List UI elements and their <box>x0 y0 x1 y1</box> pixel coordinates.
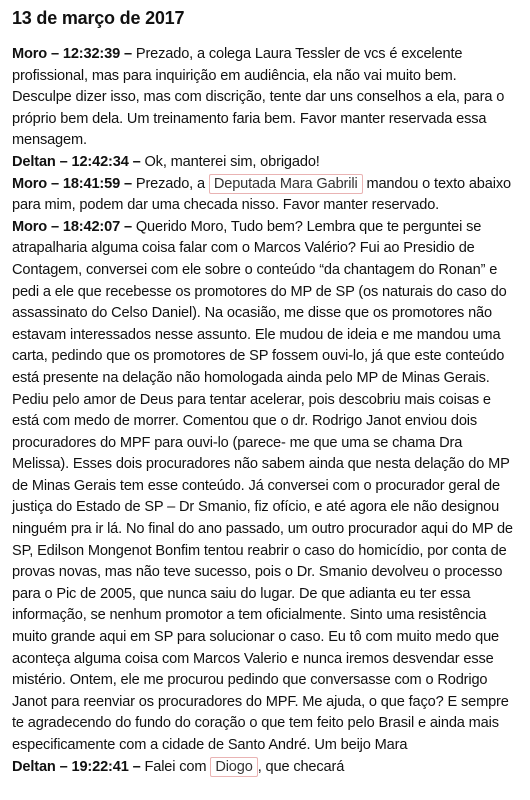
message-speaker: Moro <box>12 175 48 192</box>
message-speaker: Moro <box>12 46 48 62</box>
message-speaker: Deltan <box>12 153 56 170</box>
message: Deltan – 19:22:41 – Falei com Diogo , que checará <box>12 758 345 775</box>
message-time: 12:42:34 <box>71 153 129 170</box>
message: Moro – 12:32:39 – Prezado, a colega Laura Tessler de vcs é excelente profissional, mas para inquirição em audiência, ela não vai muito bem. Desculpe dizer isso, mas com discrição, tente dar uns conselhos a ela, para o próprio bem dela. Um treinamento faria bem. Favor manter reservada essa mensagem. <box>12 46 505 149</box>
message-list <box>12 44 519 778</box>
message-time: 19:22:41 <box>71 758 129 775</box>
message-text: Prezado, a <box>135 175 205 192</box>
message: Deltan – 12:42:34 – Ok, manterei sim, obrigado! <box>12 153 320 170</box>
message-text: Querido Moro, Tudo bem? Lembra que te perguntei se atrapalharia alguma coisa falar com o Marcos Valério? Fui ao Presidio de Contagem, conversei com ele sobre o conteúdo “da chantagem do Ronan” e pedi a ele que recebesse os promotores do MP de SP (os naturais do caso do assassinato do Celso Daniel). Na ocasião, me disse que os promotores não estavam interessados nesse assunto. Ele mudou de ideia e me mandou uma carta, pedindo que os promotores de SP fossem ouvi-lo, já que este conteúdo está presente na delação não homologada ainda pelo MP de Minas Gerais. Pediu pelo amor de Deus para tentar acelerar, pois descobriu mais coisas e está com medo de morrer. Comentou que o dr. Rodrigo Janot enviou dois procuradores do MPF para ouvi-lo (parece- me que uma se chama Dra Melissa). Esses dois procuradores não sabem ainda que nesta delação do MP de Minas Gerais tem esse conteúdo. Já conversei com o procurador geral de justiça do Estado de SP – Dr Smanio, fiz ofício, e até agora ele não designou ninguém pra ir lá. No final do ano passado, um outro procurador aqui do MP de SP, Edilson Mongenot Bonfim tentou reabrir o caso do homicídio, por conta de provas novas, mas não teve sucesso, pois o Dr. Smanio devolveu o processo para o Pic de 2005, que nunca saiu do lugar. De que adianta eu ter essa informação, se nenhum promotor a tem oficialmente. Sinto uma resistência muito grande aqui em SP para solucionar o caso. Eu tô com muito medo que aconteça alguma coisa com Marcos Valerio e nunca iremos desvendar esse mistério. Ontem, ele me procurou pedindo que conversasse com o Rodrigo Janot para reenviar os procuradores do MPF. Me ajuda, o que faço? E sempre te agradecendo do fundo do coração o que tem feito pelo Brasil e ainda mais especificamente com a cidade de Santo André. Um beijo Mara <box>12 218 513 753</box>
message-text: Ok, manterei sim, obrigado! <box>144 153 320 170</box>
date-heading: 13 de março de 2017 <box>12 8 185 28</box>
message: Moro – 18:41:59 – Prezado, a Deputada Mara Gabrili mandou o texto abaixo para mim, podem dar uma checada nisso. Favor manter reservado. <box>12 175 511 214</box>
message-time: 12:32:39 <box>62 46 121 62</box>
message-text: Falei com <box>144 758 207 775</box>
message: Moro – 18:42:07 – Querido Moro, Tudo bem? Lembra que te perguntei se atrapalharia alguma coisa falar com o Marcos Valério? Fui ao Presidio de Contagem, conversei com ele sobre o conteúdo “da chantagem do Ronan” e pedi a ele que recebesse os promotores do MP de SP (os naturais do caso do assassinato do Celso Daniel). Na ocasião, me disse que os promotores não estavam interessados nesse assunto. Ele mudou de ideia e me mandou uma carta, pedindo que os promotores de SP fossem ouvi-lo, já que este conteúdo está presente na delação não homologada ainda pelo MP de Minas Gerais. Pediu pelo amor de Deus para tentar acelerar, pois descobriu mais coisas e está com medo de morrer. Comentou que o dr. Rodrigo Janot enviou dois procuradores do MPF para ouvi-lo (parece- me que uma se chama Dra Melissa). Esses dois procuradores não sabem ainda que nesta delação do MP de Minas Gerais tem esse conteúdo. Já conversei com o procurador geral de justiça do Estado de SP – Dr Smanio, fiz ofício, e até agora ele não designou ninguém pra ir lá. No final do ano passado, um outro procurador aqui do MP de SP, Edilson Mongenot Bonfim tentou reabrir o caso do homicídio, por conta de provas novas, mas não teve sucesso, pois o Dr. Smanio devolveu o processo para o Pic de 2005, que nunca saiu do lugar. De que adianta eu ter essa informação, se nenhum promotor a tem oficialmente. Sinto uma resistência muito grande aqui em SP para solucionar o caso. Eu tô com muito medo que aconteça alguma coisa com Marcos Valerio e nunca iremos desvendar esse mistério. Ontem, ele me procurou pedindo que conversasse com o Rodrigo Janot para reenviar os procuradores do MPF. Me ajuda, o que faço? E sempre te agradecendo do fundo do coração o que tem feito pelo Brasil e ainda mais especificamente com a cidade de Santo André. Um beijo Mara <box>12 218 513 753</box>
message-text: mandou o texto abaixo para mim, podem dar uma checada nisso. Favor manter reservado. <box>12 175 511 214</box>
person-tag[interactable]: Diogo <box>210 757 257 777</box>
message-text: Prezado, a colega Laura Tessler de vcs é excelente profissional, mas para inquirição em audiência, ela não vai muito bem. Desculpe dizer isso, mas com discrição, tente dar uns conselhos a ela, para o próprio bem dela. Um treinamento faria bem. Favor manter reservada essa mensagem. <box>12 46 505 149</box>
person-tag[interactable]: Deputada Mara Gabrili <box>209 174 363 194</box>
message-text: , que checará <box>257 758 345 775</box>
message-speaker: Deltan <box>12 758 56 775</box>
message-time: 18:41:59 <box>62 175 121 192</box>
message-speaker: Moro <box>12 218 48 235</box>
message-time: 18:42:07 <box>62 218 121 235</box>
